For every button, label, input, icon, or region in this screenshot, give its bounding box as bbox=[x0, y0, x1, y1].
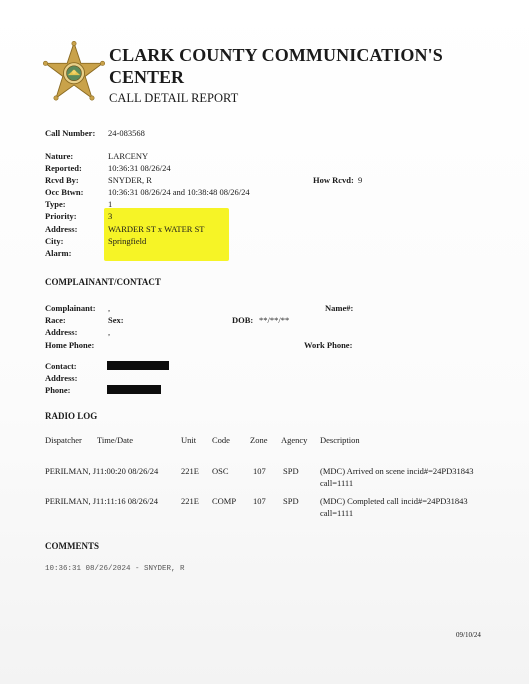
race-label: Race: bbox=[45, 315, 66, 325]
log-row-1-agency: SPD bbox=[283, 466, 299, 476]
log-row-2-agency: SPD bbox=[283, 496, 299, 506]
city-value: Springfield bbox=[108, 236, 147, 246]
report-subtitle: CALL DETAIL REPORT bbox=[109, 91, 239, 105]
priority-value: 3 bbox=[108, 211, 113, 221]
log-row-2-description: (MDC) Completed call incid#=24PD31843 bbox=[320, 496, 468, 506]
dob-value: **/**/** bbox=[259, 315, 290, 325]
col-dispatcher: Dispatcher bbox=[45, 435, 82, 445]
col-zone: Zone bbox=[250, 435, 268, 445]
rcvd-by-value: SNYDER, R bbox=[108, 175, 152, 185]
sex-label: Sex: bbox=[108, 315, 124, 325]
radio-log-title: RADIO LOG bbox=[45, 411, 98, 421]
log-row-1-description-cont: call=1111 bbox=[320, 478, 354, 488]
priority-label: Priority: bbox=[45, 211, 77, 221]
col-time-date: Time/Date bbox=[97, 435, 134, 445]
phone-label: Phone: bbox=[45, 385, 71, 395]
col-description: Description bbox=[320, 435, 360, 445]
call-number-value: 24-083568 bbox=[108, 128, 145, 138]
log-row-2-zone: 107 bbox=[253, 496, 266, 506]
complainant-address-label: Address: bbox=[45, 327, 78, 337]
complainant-section-title: COMPLAINANT/CONTACT bbox=[45, 277, 161, 287]
alarm-label: Alarm: bbox=[45, 248, 72, 258]
complainant-address-value: , bbox=[108, 327, 111, 337]
log-row-2-unit: 221E bbox=[181, 496, 199, 506]
city-label: City: bbox=[45, 236, 64, 246]
col-unit: Unit bbox=[181, 435, 197, 445]
report-title-line2: CENTER bbox=[109, 67, 185, 87]
nature-label: Nature: bbox=[45, 151, 74, 161]
how-rcvd-value: 9 bbox=[358, 175, 363, 185]
log-row-2-code: COMP bbox=[212, 496, 237, 506]
rcvd-by-label: Rcvd By: bbox=[45, 175, 79, 185]
log-row-1-description: (MDC) Arrived on scene incid#=24PD31843 bbox=[320, 466, 474, 476]
occ-btwn-label: Occ Btwn: bbox=[45, 187, 84, 197]
col-code: Code bbox=[212, 435, 230, 445]
log-row-2-description-cont: call=1111 bbox=[320, 508, 354, 518]
reported-value: 10:36:31 08/26/24 bbox=[108, 163, 171, 173]
log-row-1-zone: 107 bbox=[253, 466, 266, 476]
redacted-contact bbox=[107, 361, 169, 370]
name-number-label: Name#: bbox=[325, 303, 354, 313]
contact-address-label: Address: bbox=[45, 373, 78, 383]
complainant-label: Complainant: bbox=[45, 303, 96, 313]
sheriff-star-icon bbox=[43, 41, 105, 103]
print-date: 09/10/24 bbox=[456, 631, 481, 639]
complainant-value: , bbox=[108, 303, 111, 313]
home-phone-label: Home Phone: bbox=[45, 340, 95, 350]
report-title: CLARK COUNTY COMMUNICATION'S bbox=[109, 45, 443, 65]
address-value: WARDER ST x WATER ST bbox=[108, 224, 205, 234]
call-number-label: Call Number: bbox=[45, 128, 96, 138]
comments-title: COMMENTS bbox=[45, 541, 99, 551]
address-label: Address: bbox=[45, 224, 78, 234]
contact-label: Contact: bbox=[45, 361, 77, 371]
redacted-phone bbox=[107, 385, 161, 394]
work-phone-label: Work Phone: bbox=[304, 340, 353, 350]
comment-entry: 10:36:31 08/26/2024 - SNYDER, R bbox=[45, 565, 185, 573]
log-row-1-unit: 221E bbox=[181, 466, 199, 476]
type-value: 1 bbox=[108, 199, 113, 209]
reported-label: Reported: bbox=[45, 163, 82, 173]
log-row-2-dispatcher-time: PERILMAN, J11:11:16 08/26/24 bbox=[45, 496, 158, 506]
log-row-1-dispatcher-time: PERILMAN, J11:00:20 08/26/24 bbox=[45, 466, 159, 476]
address-highlight bbox=[104, 208, 229, 261]
nature-value: LARCENY bbox=[108, 151, 149, 161]
dob-label: DOB: bbox=[232, 315, 254, 325]
how-rcvd-label: How Rcvd: bbox=[313, 175, 354, 185]
type-label: Type: bbox=[45, 199, 66, 209]
log-row-1-code: OSC bbox=[212, 466, 229, 476]
occ-btwn-value: 10:36:31 08/26/24 and 10:38:48 08/26/24 bbox=[108, 187, 250, 197]
col-agency: Agency bbox=[281, 435, 308, 445]
